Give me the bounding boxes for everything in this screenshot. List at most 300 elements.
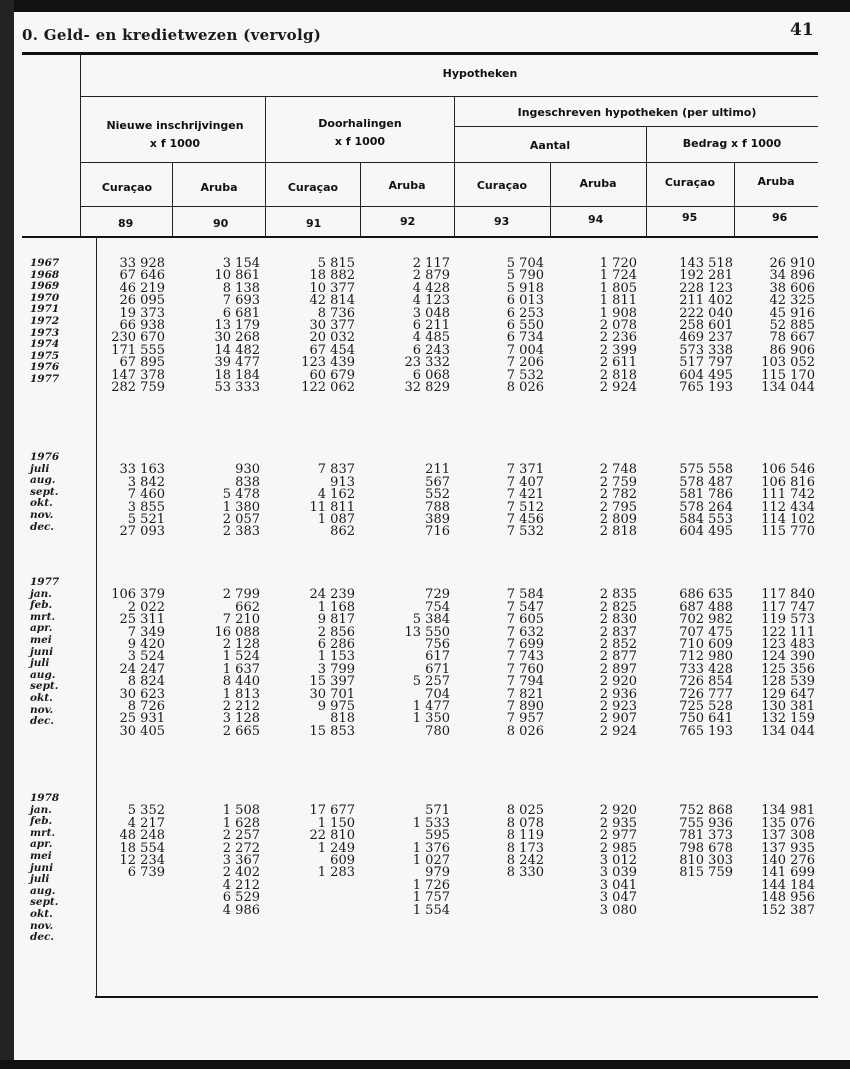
row-label: 1976 [30, 361, 60, 374]
table-cell: 702 982 [679, 612, 733, 628]
divider-aantal-bedrag [646, 126, 647, 236]
table-cell: 8 119 [506, 828, 544, 844]
block3-column-93 [507, 577, 544, 738]
block2-row-labels [30, 452, 90, 533]
block1-column-96 [761, 258, 815, 394]
scan-border-left [0, 0, 14, 1069]
table-cell: 2 923 [599, 698, 637, 714]
table-cell: 130 381 [761, 698, 815, 714]
table-cell: 2 879 [412, 268, 450, 284]
table-cell: 979 [425, 865, 450, 881]
table-cell: 8 078 [506, 815, 544, 831]
table-cell: 7 837 [317, 462, 355, 478]
table-cell: 117 747 [761, 599, 815, 615]
table-cell: 2 272 [222, 840, 260, 856]
table-cell: 810 303 [679, 852, 733, 868]
scan-border-bottom [0, 1060, 850, 1069]
table-cell: 2 759 [599, 474, 637, 490]
table-cell: 930 [235, 462, 260, 478]
table-cell: 4 986 [222, 902, 260, 918]
table-cell: 6 739 [127, 865, 165, 881]
colnum-90: 90 [213, 217, 229, 230]
table-cell: 469 237 [679, 330, 733, 346]
table-cell: 13 550 [404, 624, 450, 640]
header-hypotheken: Hypotheken [442, 67, 518, 80]
block4-column-89 [120, 793, 166, 954]
table-cell: 2 665 [222, 723, 260, 739]
table-cell: 2 985 [599, 840, 637, 856]
table-cell: 86 906 [769, 342, 815, 358]
block4-column-96 [761, 793, 815, 954]
table-cell: 2 835 [599, 587, 637, 603]
table-cell: 6 068 [412, 367, 450, 383]
table-cell: 2 022 [127, 599, 165, 615]
country-c95: Curaçao [664, 176, 716, 189]
table-cell: 23 332 [404, 355, 450, 371]
table-cell: 1 757 [412, 890, 450, 906]
table-cell [679, 942, 733, 954]
table-cell: 6 243 [412, 342, 450, 358]
table-cell: 2 837 [599, 624, 637, 640]
table-cell: 117 840 [761, 587, 815, 603]
table-cell: 5 478 [222, 487, 260, 503]
table-cell: 2 830 [599, 612, 637, 628]
table-cell [310, 892, 356, 904]
block1-column-91 [301, 258, 355, 394]
table-cell: 8 173 [506, 840, 544, 856]
table-cell: 6 286 [317, 636, 355, 652]
table-cell: 1 811 [599, 293, 637, 309]
row-label: 1967 [30, 257, 60, 269]
table-cell: 1 168 [317, 599, 355, 615]
table-cell: 42 325 [769, 293, 815, 309]
table-cell: 1 554 [412, 902, 450, 918]
table-cell: 25 311 [119, 612, 165, 628]
table-cell: 6 211 [412, 317, 450, 333]
table-cell: 7 421 [506, 487, 544, 503]
table-cell: 617 [425, 649, 450, 665]
block1-column-92 [405, 258, 451, 394]
table-cell: 32 829 [404, 379, 450, 395]
table-cell: 2 402 [222, 865, 260, 881]
table-cell: 1 726 [412, 877, 450, 893]
row-label: apr. [30, 838, 53, 851]
table-cell: 8 138 [222, 280, 260, 296]
table-cell [600, 917, 637, 929]
table-cell: 9 420 [127, 636, 165, 652]
table-cell: 18 554 [119, 840, 165, 856]
block2-column-91 [310, 452, 356, 539]
table-cell: 2 057 [222, 511, 260, 527]
table-cell: 7 547 [506, 599, 544, 615]
table-cell: 595 [425, 828, 450, 844]
table-cell: 119 573 [761, 612, 815, 628]
rule-below-header [22, 236, 818, 238]
table-cell: 2 809 [599, 511, 637, 527]
table-cell [310, 905, 356, 917]
table-cell: 141 699 [761, 865, 815, 881]
country-c92: Aruba [388, 179, 426, 192]
table-cell: 2 611 [599, 355, 637, 371]
table-cell: 5 918 [506, 280, 544, 296]
row-label: 1973 [30, 326, 60, 339]
row-label: okt. [30, 691, 53, 704]
table-cell: 2 897 [599, 661, 637, 677]
table-cell [600, 942, 637, 954]
table-cell: 222 040 [679, 305, 733, 321]
table-cell: 9 975 [317, 698, 355, 714]
divider-doorh-ingeschr [454, 96, 455, 236]
row-label: apr. [30, 622, 53, 635]
table-cell: 581 786 [679, 487, 733, 503]
table-cell [413, 929, 450, 941]
table-cell: 2 236 [599, 330, 637, 346]
table-cell: 575 558 [679, 462, 733, 478]
table-cell [507, 905, 544, 917]
table-cell [413, 942, 450, 954]
table-cell: 2 117 [412, 256, 450, 271]
table-cell: 7 206 [506, 355, 544, 371]
row-label: juli [30, 462, 50, 475]
table-cell [600, 929, 637, 941]
table-cell: 22 810 [309, 828, 355, 844]
table-cell: 686 635 [679, 587, 733, 603]
table-cell: 6 013 [506, 293, 544, 309]
table-cell [120, 942, 166, 954]
table-cell: 103 052 [761, 355, 815, 371]
row-label: jan. [30, 587, 52, 600]
block4-column-91 [310, 793, 356, 954]
block4-row-labels [30, 793, 90, 944]
bottom-rule [95, 996, 818, 998]
table-cell: 15 853 [309, 723, 355, 739]
table-cell: 143 518 [679, 256, 733, 271]
table-cell [679, 905, 733, 917]
colnum-93: 93 [494, 215, 510, 228]
block3-column-91 [310, 577, 356, 738]
table-cell: 66 938 [119, 317, 165, 333]
table-cell: 147 378 [111, 367, 165, 383]
block2-column-93 [507, 452, 544, 539]
table-cell: 752 868 [679, 803, 733, 819]
table-cell: 2 920 [599, 803, 637, 819]
table-cell: 8 330 [506, 865, 544, 881]
table-cell: 4 485 [412, 330, 450, 346]
table-cell: 7 584 [506, 587, 544, 603]
table-cell: 2 907 [599, 711, 637, 727]
row-label: aug. [30, 668, 56, 681]
table-cell: 2 128 [222, 636, 260, 652]
table-cell: 115 770 [761, 524, 815, 540]
table-cell: 6 253 [506, 305, 544, 321]
table-cell: 3 799 [317, 661, 355, 677]
table-cell: 729 [425, 587, 450, 603]
table-cell: 517 797 [679, 355, 733, 371]
table-cell: 1 150 [317, 815, 355, 831]
divider-c89-c90 [172, 162, 173, 236]
table-cell: 258 601 [679, 317, 733, 333]
table-cell: 1 027 [412, 852, 450, 868]
table-cell: 815 759 [679, 865, 733, 881]
row-label: 1971 [30, 303, 60, 316]
table-cell: 2 212 [222, 698, 260, 714]
table-cell: 7 605 [506, 612, 544, 628]
table-cell: 7 743 [506, 649, 544, 665]
table-cell: 5 352 [127, 803, 165, 819]
block2-column-92 [425, 452, 450, 539]
table-cell: 11 811 [309, 499, 355, 515]
divider-c93-c94 [550, 162, 551, 236]
table-cell: 30 405 [119, 723, 165, 739]
table-cell: 192 281 [679, 268, 733, 284]
table-cell: 389 [425, 511, 450, 527]
table-cell: 1 477 [412, 698, 450, 714]
row-label: sept. [30, 896, 59, 909]
country-c93: Curaçao [476, 179, 528, 192]
table-cell: 707 475 [679, 624, 733, 640]
table-cell: 1 524 [222, 649, 260, 665]
table-cell: 1 628 [222, 815, 260, 831]
table-cell: 2 748 [599, 462, 637, 478]
table-cell: 3 048 [412, 305, 450, 321]
table-cell: 106 379 [111, 587, 165, 603]
table-cell: 3 367 [222, 852, 260, 868]
table-cell: 1 376 [412, 840, 450, 856]
table-cell [310, 917, 356, 929]
table-cell: 2 795 [599, 499, 637, 515]
table-cell: 3 524 [127, 649, 165, 665]
table-cell: 8 026 [506, 723, 544, 739]
table-cell: 726 854 [679, 674, 733, 690]
row-label: nov. [30, 919, 54, 932]
table-cell: 1 720 [599, 256, 637, 271]
table-cell: 7 349 [127, 624, 165, 640]
block3-column-96 [761, 577, 815, 738]
row-label: juni [30, 861, 54, 874]
row-label: mei [30, 633, 52, 646]
top-rule [22, 52, 818, 55]
table-cell: 5 815 [317, 256, 355, 271]
row-label: okt. [30, 907, 53, 920]
table-cell: 45 916 [769, 305, 815, 321]
table-cell: 726 777 [679, 686, 733, 702]
table-cell: 712 980 [679, 649, 733, 665]
row-label: aug. [30, 884, 56, 897]
block3-column-95 [679, 577, 733, 738]
table-cell: 1 350 [412, 711, 450, 727]
rule-under-ingeschreven [454, 126, 818, 127]
table-cell: 2 399 [599, 342, 637, 358]
header-aantal: Aantal [529, 139, 571, 152]
table-cell: 132 159 [761, 711, 815, 727]
table-cell: 137 935 [761, 840, 815, 856]
table-cell: 1 805 [599, 280, 637, 296]
table-cell: 8 736 [317, 305, 355, 321]
table-cell [223, 942, 260, 954]
table-cell: 8 726 [127, 698, 165, 714]
table-cell [223, 929, 260, 941]
table-cell [507, 917, 544, 929]
row-label: feb. [30, 599, 53, 612]
table-cell: 7 957 [506, 711, 544, 727]
table-cell: 128 539 [761, 674, 815, 690]
header-bedrag: Bedrag x f 1000 [682, 137, 782, 150]
colnum-92: 92 [400, 215, 416, 228]
table-cell [507, 942, 544, 954]
table-cell: 798 678 [679, 840, 733, 856]
table-cell: 725 528 [679, 698, 733, 714]
table-cell: 17 677 [309, 803, 355, 819]
table-cell: 754 [425, 599, 450, 615]
block2-column-96 [761, 452, 815, 539]
colnum-94: 94 [588, 213, 604, 226]
row-label: aug. [30, 474, 56, 487]
table-cell: 609 [330, 852, 355, 868]
block2-column-94 [600, 452, 637, 539]
table-cell: 135 076 [761, 815, 815, 831]
block1-column-90 [215, 258, 261, 394]
table-cell [310, 880, 356, 892]
block2-column-89 [120, 452, 166, 539]
table-cell: 2 818 [599, 524, 637, 540]
table-cell: 24 247 [119, 661, 165, 677]
table-cell: 3 855 [127, 499, 165, 515]
row-label: juni [30, 645, 54, 658]
table-cell [507, 892, 544, 904]
table-cell [120, 880, 166, 892]
page-title: 0. Geld- en kredietwezen (vervolg) [22, 26, 322, 44]
table-cell: 756 [425, 636, 450, 652]
block3-column-89 [111, 577, 165, 738]
table-cell: 2 924 [599, 379, 637, 395]
table-cell [507, 880, 544, 892]
table-cell: 123 439 [301, 355, 355, 371]
table-cell: 19 373 [119, 305, 165, 321]
table-cell: 20 032 [309, 330, 355, 346]
table-cell: 211 402 [679, 293, 733, 309]
colnum-91: 91 [306, 217, 322, 230]
page-number: 41 [790, 20, 814, 40]
table-cell: 2 856 [317, 624, 355, 640]
table-cell: 3 047 [599, 890, 637, 906]
table-cell: 8 025 [506, 803, 544, 819]
table-cell: 2 078 [599, 317, 637, 333]
table-cell: 662 [235, 599, 260, 615]
table-cell: 573 338 [679, 342, 733, 358]
block3-column-92 [405, 577, 451, 738]
table-cell: 2 977 [599, 828, 637, 844]
block2-column-95 [679, 452, 733, 539]
table-cell: 48 248 [119, 828, 165, 844]
table-cell: 9 817 [317, 612, 355, 628]
row-label: juli [30, 873, 50, 886]
table-cell: 39 477 [214, 355, 260, 371]
scan-border-top [0, 0, 850, 12]
table-cell: 7 512 [506, 499, 544, 515]
table-cell: 8 824 [127, 674, 165, 690]
table-cell: 750 641 [679, 711, 733, 727]
row-label: 1970 [30, 291, 60, 304]
row-label: mrt. [30, 610, 56, 623]
row-label: 1974 [30, 338, 60, 351]
table-cell: 8 026 [506, 379, 544, 395]
table-cell: 144 184 [761, 877, 815, 893]
table-cell: 671 [425, 661, 450, 677]
row-label: dec. [30, 520, 55, 533]
table-cell: 2 920 [599, 674, 637, 690]
table-cell: 2 799 [222, 587, 260, 603]
table-cell: 152 387 [761, 902, 815, 918]
row-label: sept. [30, 485, 59, 498]
table-cell: 106 816 [761, 474, 815, 490]
table-cell: 2 877 [599, 649, 637, 665]
table-cell: 18 882 [309, 268, 355, 284]
block1-column-95 [679, 258, 733, 394]
table-cell: 25 931 [119, 711, 165, 727]
table-cell: 10 377 [309, 280, 355, 296]
rule-above-countries [80, 162, 818, 163]
table-cell: 1 533 [412, 815, 450, 831]
table-cell: 3 012 [599, 852, 637, 868]
table-cell: 3 842 [127, 474, 165, 490]
table-cell: 5 257 [412, 674, 450, 690]
table-cell: 6 734 [506, 330, 544, 346]
table-cell: 733 428 [679, 661, 733, 677]
table-cell: 1 724 [599, 268, 637, 284]
table-cell: 1 813 [222, 686, 260, 702]
row-label: sept. [30, 680, 59, 693]
block1-column-93 [507, 258, 544, 394]
table-cell: 584 553 [679, 511, 733, 527]
table-cell: 578 264 [679, 499, 733, 515]
block1-column-89 [111, 258, 165, 394]
table-cell: 30 623 [119, 686, 165, 702]
table-cell: 7 693 [222, 293, 260, 309]
table-cell: 6 529 [222, 890, 260, 906]
table-cell: 5 384 [412, 612, 450, 628]
table-cell: 30 268 [214, 330, 260, 346]
table-cell: 148 956 [761, 890, 815, 906]
table-cell: 16 088 [214, 624, 260, 640]
table-cell: 2 257 [222, 828, 260, 844]
table-cell: 1 087 [317, 511, 355, 527]
table-cell: 124 390 [761, 649, 815, 665]
row-label: mei [30, 849, 52, 862]
table-cell: 33 928 [119, 256, 165, 271]
row-label: 1975 [30, 349, 60, 362]
row-label: jan. [30, 803, 52, 816]
table-cell: 5 704 [506, 256, 544, 271]
block4-column-95 [679, 793, 733, 954]
country-c94: Aruba [579, 177, 617, 190]
table-cell: 567 [425, 474, 450, 490]
table-cell: 114 102 [761, 511, 815, 527]
table-cell: 26 910 [769, 256, 815, 271]
header-doorhalingen-unit: x f 1000 [334, 135, 386, 148]
table-cell: 704 [425, 686, 450, 702]
row-label: 1972 [30, 314, 60, 327]
table-cell: 755 936 [679, 815, 733, 831]
country-c91: Curaçao [287, 181, 339, 194]
table-cell: 60 679 [309, 367, 355, 383]
table-cell: 14 482 [214, 342, 260, 358]
table-cell: 2 782 [599, 487, 637, 503]
table-cell: 765 193 [679, 379, 733, 395]
row-label: nov. [30, 703, 54, 716]
table-cell [120, 905, 166, 917]
row-label: juli [30, 657, 50, 670]
table-cell: 716 [425, 524, 450, 540]
